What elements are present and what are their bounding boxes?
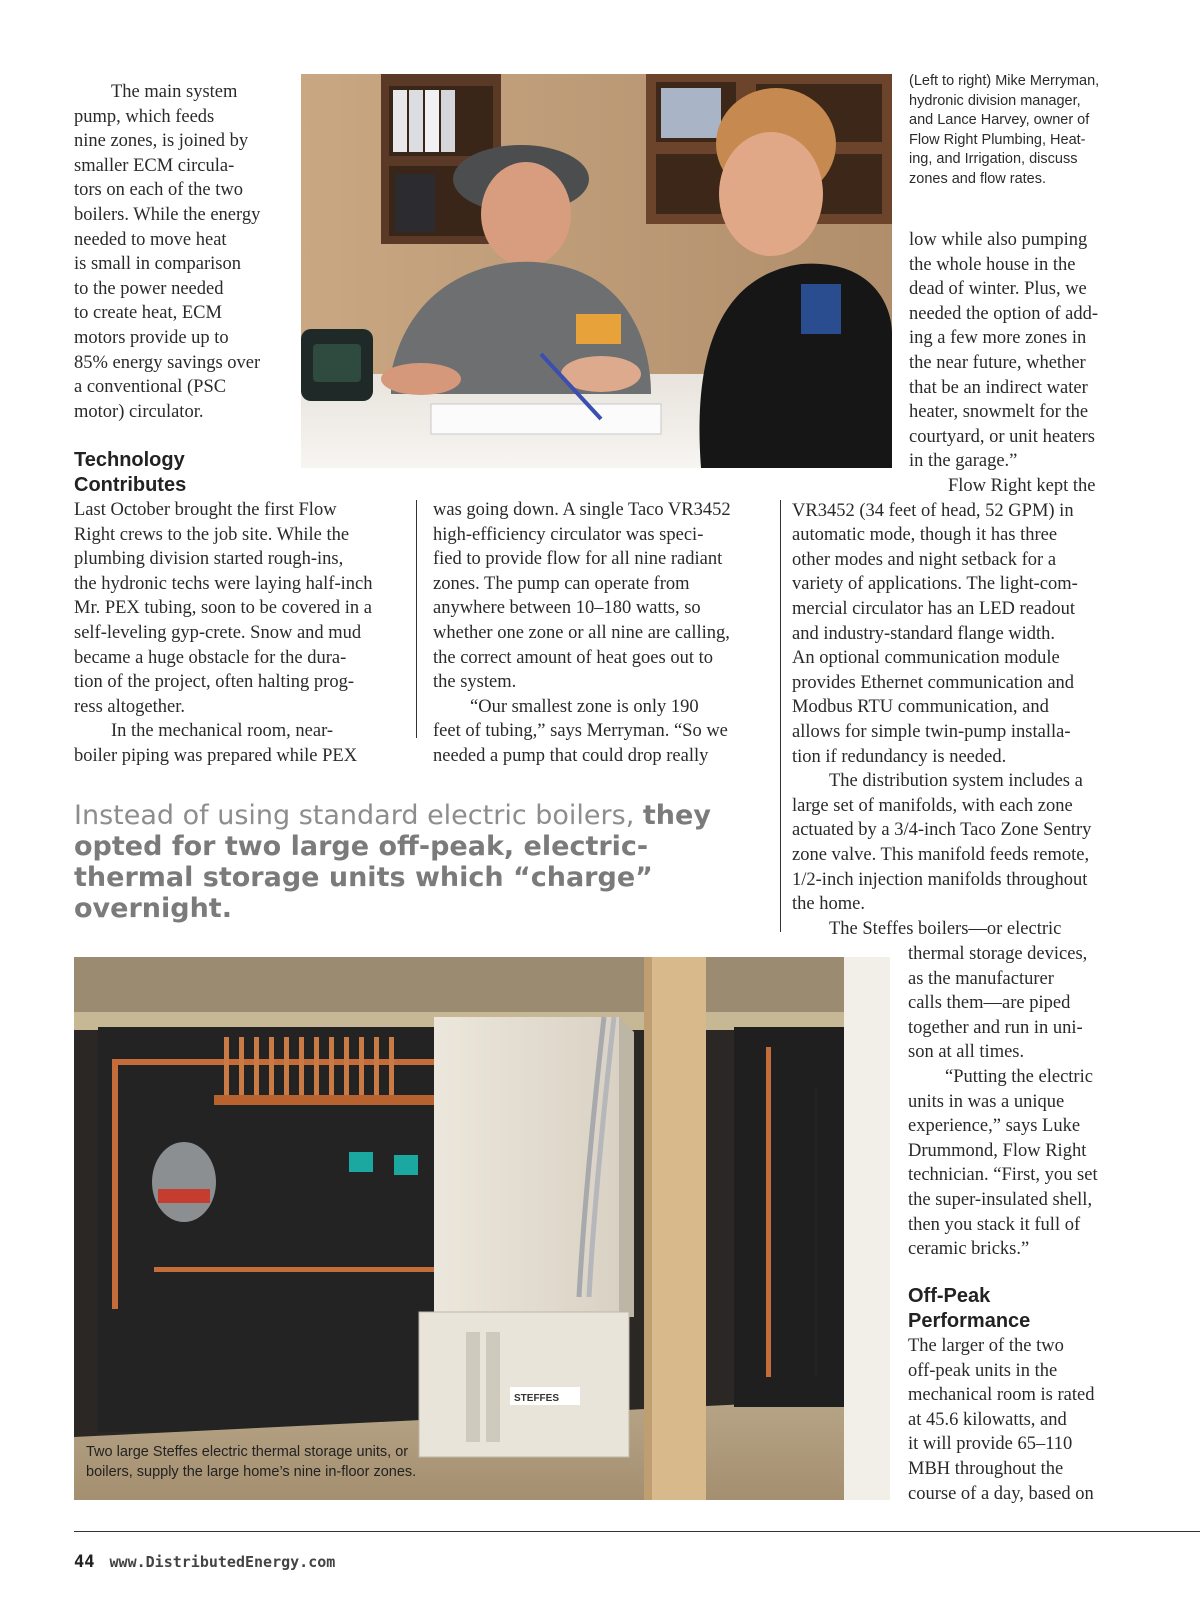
text-line: a conventional (PSC (74, 377, 227, 398)
text-line: The Steffes boilers—or electric (829, 918, 1062, 939)
text-line: needed a pump that could drop really (433, 745, 709, 766)
pull-quote-light: Instead of using standard electric boilers, (74, 800, 635, 831)
text-line: smaller ECM circula- (74, 155, 235, 176)
photo-mechanical-room (74, 957, 890, 1500)
text-line: In the mechanical room, near- (111, 721, 334, 742)
text-line: Last October brought the first Flow (74, 500, 337, 520)
text-line: and industry-standard flange width. (792, 623, 1056, 644)
text-line: mechanical room is rated (908, 1385, 1095, 1406)
text-line: the correct amount of heat goes out to (433, 647, 713, 668)
column-divider (780, 500, 781, 932)
text-line: Drummond, Flow Right (908, 1140, 1087, 1161)
text-line: feet of tubing,” says Merryman. “So we (433, 721, 728, 742)
caption-line: Two large Steffes electric thermal storage units, or (86, 1444, 409, 1460)
text-line: off-peak units in the (908, 1360, 1058, 1381)
text-line: to the power needed (74, 278, 224, 299)
text-line: in the garage.” (909, 451, 1018, 472)
text-line: The larger of the two (908, 1336, 1064, 1356)
text-line: zones. The pump can operate from (433, 573, 690, 594)
text-line: to create heat, ECM (74, 303, 222, 324)
text-line: was going down. A single Taco VR3452 (433, 500, 731, 520)
text-line: courtyard, or unit heaters (909, 426, 1095, 447)
text-line: technician. “First, you set (908, 1165, 1098, 1186)
text-line: tion if redundancy is needed. (792, 746, 1007, 767)
text-line: motor) circulator. (74, 401, 204, 422)
text-line: experience,” says Luke (908, 1116, 1081, 1137)
text-line: actuated by a 3/4-inch Taco Zone Sentry (792, 820, 1092, 841)
text-line: pump, which feeds (74, 106, 215, 127)
page-footer (74, 1552, 335, 1572)
caption-line: and Lance Harvey, owner of (909, 112, 1090, 128)
text-line: MBH throughout the (908, 1458, 1064, 1479)
col3-narrow-text (908, 942, 1192, 1262)
text-line: as the manufacturer (908, 968, 1054, 989)
text-line: together and run in uni- (908, 1017, 1083, 1038)
text-line: units in was a unique (908, 1091, 1065, 1112)
text-line: thermal storage devices, (908, 944, 1088, 964)
photo1-caption (909, 72, 1189, 189)
text-line: The main system (111, 82, 238, 102)
col2-body-text (433, 498, 771, 769)
text-line: it will provide 65–110 (908, 1434, 1073, 1455)
caption-line: (Left to right) Mike Merryman, (909, 73, 1100, 89)
pull-quote-bold: they opted for two large off-peak, electric-thermal storage units which “charge” overnight. (74, 800, 711, 924)
text-line: the whole house in the (909, 254, 1076, 275)
text-line: nine zones, is joined by (74, 131, 249, 152)
caption-line: zones and flow rates. (909, 170, 1047, 187)
col3-end-text (908, 1334, 1192, 1506)
text-line: anywhere between 10–180 watts, so (433, 598, 701, 619)
text-line: motors provide up to (74, 327, 229, 348)
text-line: VR3452 (34 feet of head, 52 GPM) in (792, 500, 1074, 521)
text-line: plumbing division started rough-ins, (74, 549, 344, 570)
text-line: mercial circulator has an LED readout (792, 598, 1076, 619)
heading-line: Technology (74, 449, 185, 471)
text-line: The distribution system includes a (829, 771, 1083, 792)
text-line: An optional communication module (792, 648, 1060, 669)
text-line: boilers. While the energy (74, 204, 261, 225)
text-line: automatic mode, though it has three (792, 525, 1058, 546)
text-line: Modbus RTU communication, and (792, 697, 1049, 718)
pull-quote (74, 800, 764, 924)
photo2-caption (86, 1443, 506, 1482)
text-line: is small in comparison (74, 254, 241, 275)
text-line: heater, snowmelt for the (909, 402, 1089, 423)
text-line: tors on each of the two (74, 180, 244, 201)
text-line: provides Ethernet communication and (792, 672, 1075, 693)
text-line: needed the option of add- (909, 303, 1099, 324)
text-line: the system. (433, 672, 517, 693)
photo-technicians-discussing (301, 74, 892, 468)
caption-line: boilers, supply the large home’s nine in-floor zones. (86, 1463, 417, 1480)
caption-line: hydronic division manager, (909, 92, 1081, 109)
text-line: the near future, whether (909, 352, 1086, 373)
text-line: ress altogether. (74, 696, 185, 717)
text-line: large set of manifolds, with each zone (792, 795, 1073, 816)
text-line: that be an indirect water (909, 377, 1088, 398)
text-line: low while also pumping (909, 230, 1088, 250)
text-line: tion of the project, often halting prog- (74, 672, 354, 693)
text-line: variety of applications. The light-com- (792, 574, 1078, 595)
heading-line: Contributes (74, 473, 187, 496)
steffes-logo: STEFFES (514, 1393, 560, 1404)
text-line: ing a few more zones in (909, 328, 1087, 349)
intro-paragraph (74, 80, 284, 424)
text-line: zone valve. This manifold feeds remote, (792, 844, 1090, 865)
col3-top-text (909, 228, 1189, 474)
text-line: whether one zone or all nine are calling, (433, 622, 730, 643)
section-heading-offpeak (908, 1284, 1030, 1333)
text-line: Flow Right kept the (948, 476, 1096, 496)
text-line: 1/2-inch injection manifolds throughout (792, 869, 1088, 890)
caption-line: ing, and Irrigation, discuss (909, 151, 1078, 167)
col1-body-text (74, 498, 412, 769)
text-line: the super-insulated shell, (908, 1189, 1093, 1210)
text-line: allows for simple twin-pump installa- (792, 721, 1071, 742)
text-line: ceramic bricks.” (908, 1239, 1030, 1260)
col3-body-text (792, 474, 1192, 941)
text-line: became a huge obstacle for the dura- (74, 647, 347, 668)
text-line: 85% energy savings over (74, 352, 261, 373)
text-line: self-leveling gyp-crete. Snow and mud (74, 622, 362, 643)
text-line: calls them—are piped (908, 993, 1071, 1014)
heading-line: Performance (908, 1309, 1031, 1332)
text-line: “Putting the electric (945, 1066, 1093, 1087)
text-line: the hydronic techs were laying half-inch (74, 573, 373, 594)
section-heading-technology (74, 448, 186, 497)
text-line: “Our smallest zone is only 190 (470, 696, 699, 717)
page-number: 44 (74, 1552, 95, 1572)
column-divider (416, 500, 417, 738)
text-line: boiler piping was prepared while PEX (74, 745, 358, 766)
footer-url[interactable]: www.DistributedEnergy.com (109, 1553, 336, 1571)
text-line: son at all times. (908, 1042, 1025, 1063)
text-line: the home. (792, 894, 865, 915)
text-line: Mr. PEX tubing, soon to be covered in a (74, 598, 373, 619)
text-line: other modes and night setback for a (792, 549, 1057, 570)
text-line: high-efficiency circulator was speci- (433, 524, 704, 545)
heading-line: Off-Peak (908, 1285, 991, 1307)
text-line: fied to provide flow for all nine radiant (433, 549, 723, 570)
text-line: then you stack it full of (908, 1214, 1081, 1235)
footer-rule (74, 1531, 1200, 1532)
text-line: dead of winter. Plus, we (909, 279, 1087, 300)
caption-line: Flow Right Plumbing, Heat- (909, 131, 1086, 148)
text-line: course of a day, based on (908, 1483, 1094, 1504)
text-line: Right crews to the job site. While the (74, 524, 350, 545)
text-line: at 45.6 kilowatts, and (908, 1409, 1067, 1430)
text-line: needed to move heat (74, 229, 227, 250)
